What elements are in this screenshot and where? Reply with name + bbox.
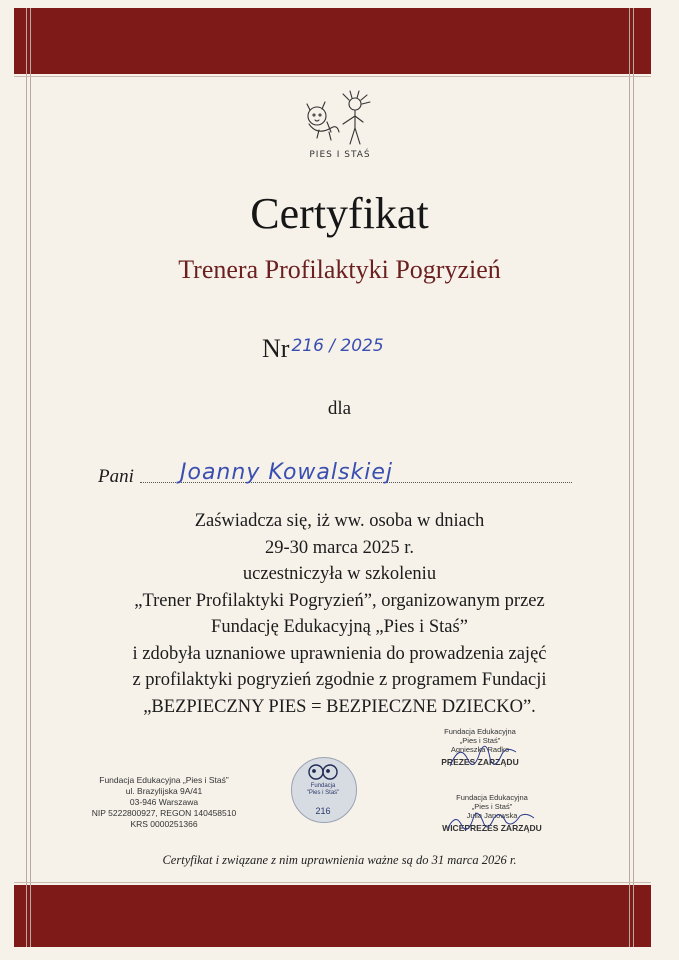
body-line: „BEZPIECZNY PIES = BEZPIECZNE DZIECKO”. (143, 696, 536, 717)
signature-scribble (448, 738, 518, 772)
left-frame-line-inner (30, 8, 31, 947)
salutation: Pani (98, 466, 134, 487)
stamp-label: Fundacja "Pies i Staś" (306, 783, 340, 796)
number-prefix: Nr (262, 334, 290, 363)
stamp-logo-icon (306, 760, 340, 784)
signature-vice-president: Fundacja Edukacyjna „Pies i Staś” Julia Janowska WICEPREZES ZARZĄDU (442, 793, 542, 833)
certificate-number (262, 334, 384, 364)
body-line: Fundację Edukacyjną „Pies i Staś” (211, 617, 468, 637)
body-line: uczestniczyła w szkoleniu (242, 564, 437, 584)
body-line: Zaświadcza się, iż ww. osoba w dniach (194, 511, 485, 531)
address-line: NIP 5222800927, REGON 140458510 (91, 808, 237, 818)
top-rule (14, 76, 651, 77)
dog-and-child-icon (297, 90, 377, 150)
address-line: ul. Brazylijska 9A/41 (125, 786, 203, 796)
signature-president: Fundacja Edukacyjna „Pies i Staś” Agnieszka Radko PREZES ZARZĄDU (441, 727, 519, 767)
body-line: i zdobyła uznaniowe uprawnienia do prowadzenia zajęć (132, 643, 547, 664)
certificate-title: Certyfikat (250, 189, 429, 238)
address-line: 03-946 Warszawa (129, 797, 199, 807)
certificate-body (40, 508, 639, 720)
logo-text: PIES I STAŚ (309, 150, 371, 160)
number-value: 216 / 2025 (291, 336, 384, 356)
right-frame-line (633, 8, 634, 947)
right-frame-line-inner (629, 8, 630, 947)
body-line: 29-30 marca 2025 r. (265, 537, 414, 558)
bottom-border-band (14, 885, 651, 947)
left-frame-line (26, 8, 27, 947)
address-line: KRS 0000251366 (130, 819, 198, 829)
signature-scribble (446, 808, 536, 834)
for-label: dla (327, 398, 352, 419)
address-line: Fundacja Edukacyjna „Pies i Staś” (99, 775, 229, 785)
top-border-band (14, 8, 651, 74)
bottom-rule (14, 882, 651, 883)
validity-note: Certyfikat i związane z nim uprawnienia ważne są do 31 marca 2026 r. (162, 853, 517, 867)
certificate-subtitle: Trenera Profilaktyki Pogryzień (178, 255, 501, 284)
foundation-address (84, 775, 244, 830)
stamp-number: 216 (315, 806, 331, 816)
recipient-name: Joanny Kowalskiej (180, 460, 393, 485)
body-line: „Trener Profilaktyki Pogryzień”, organizowanym przez (134, 590, 545, 611)
body-line: z profilaktyki pogryzień zgodnie z programem Fundacji (132, 670, 547, 690)
